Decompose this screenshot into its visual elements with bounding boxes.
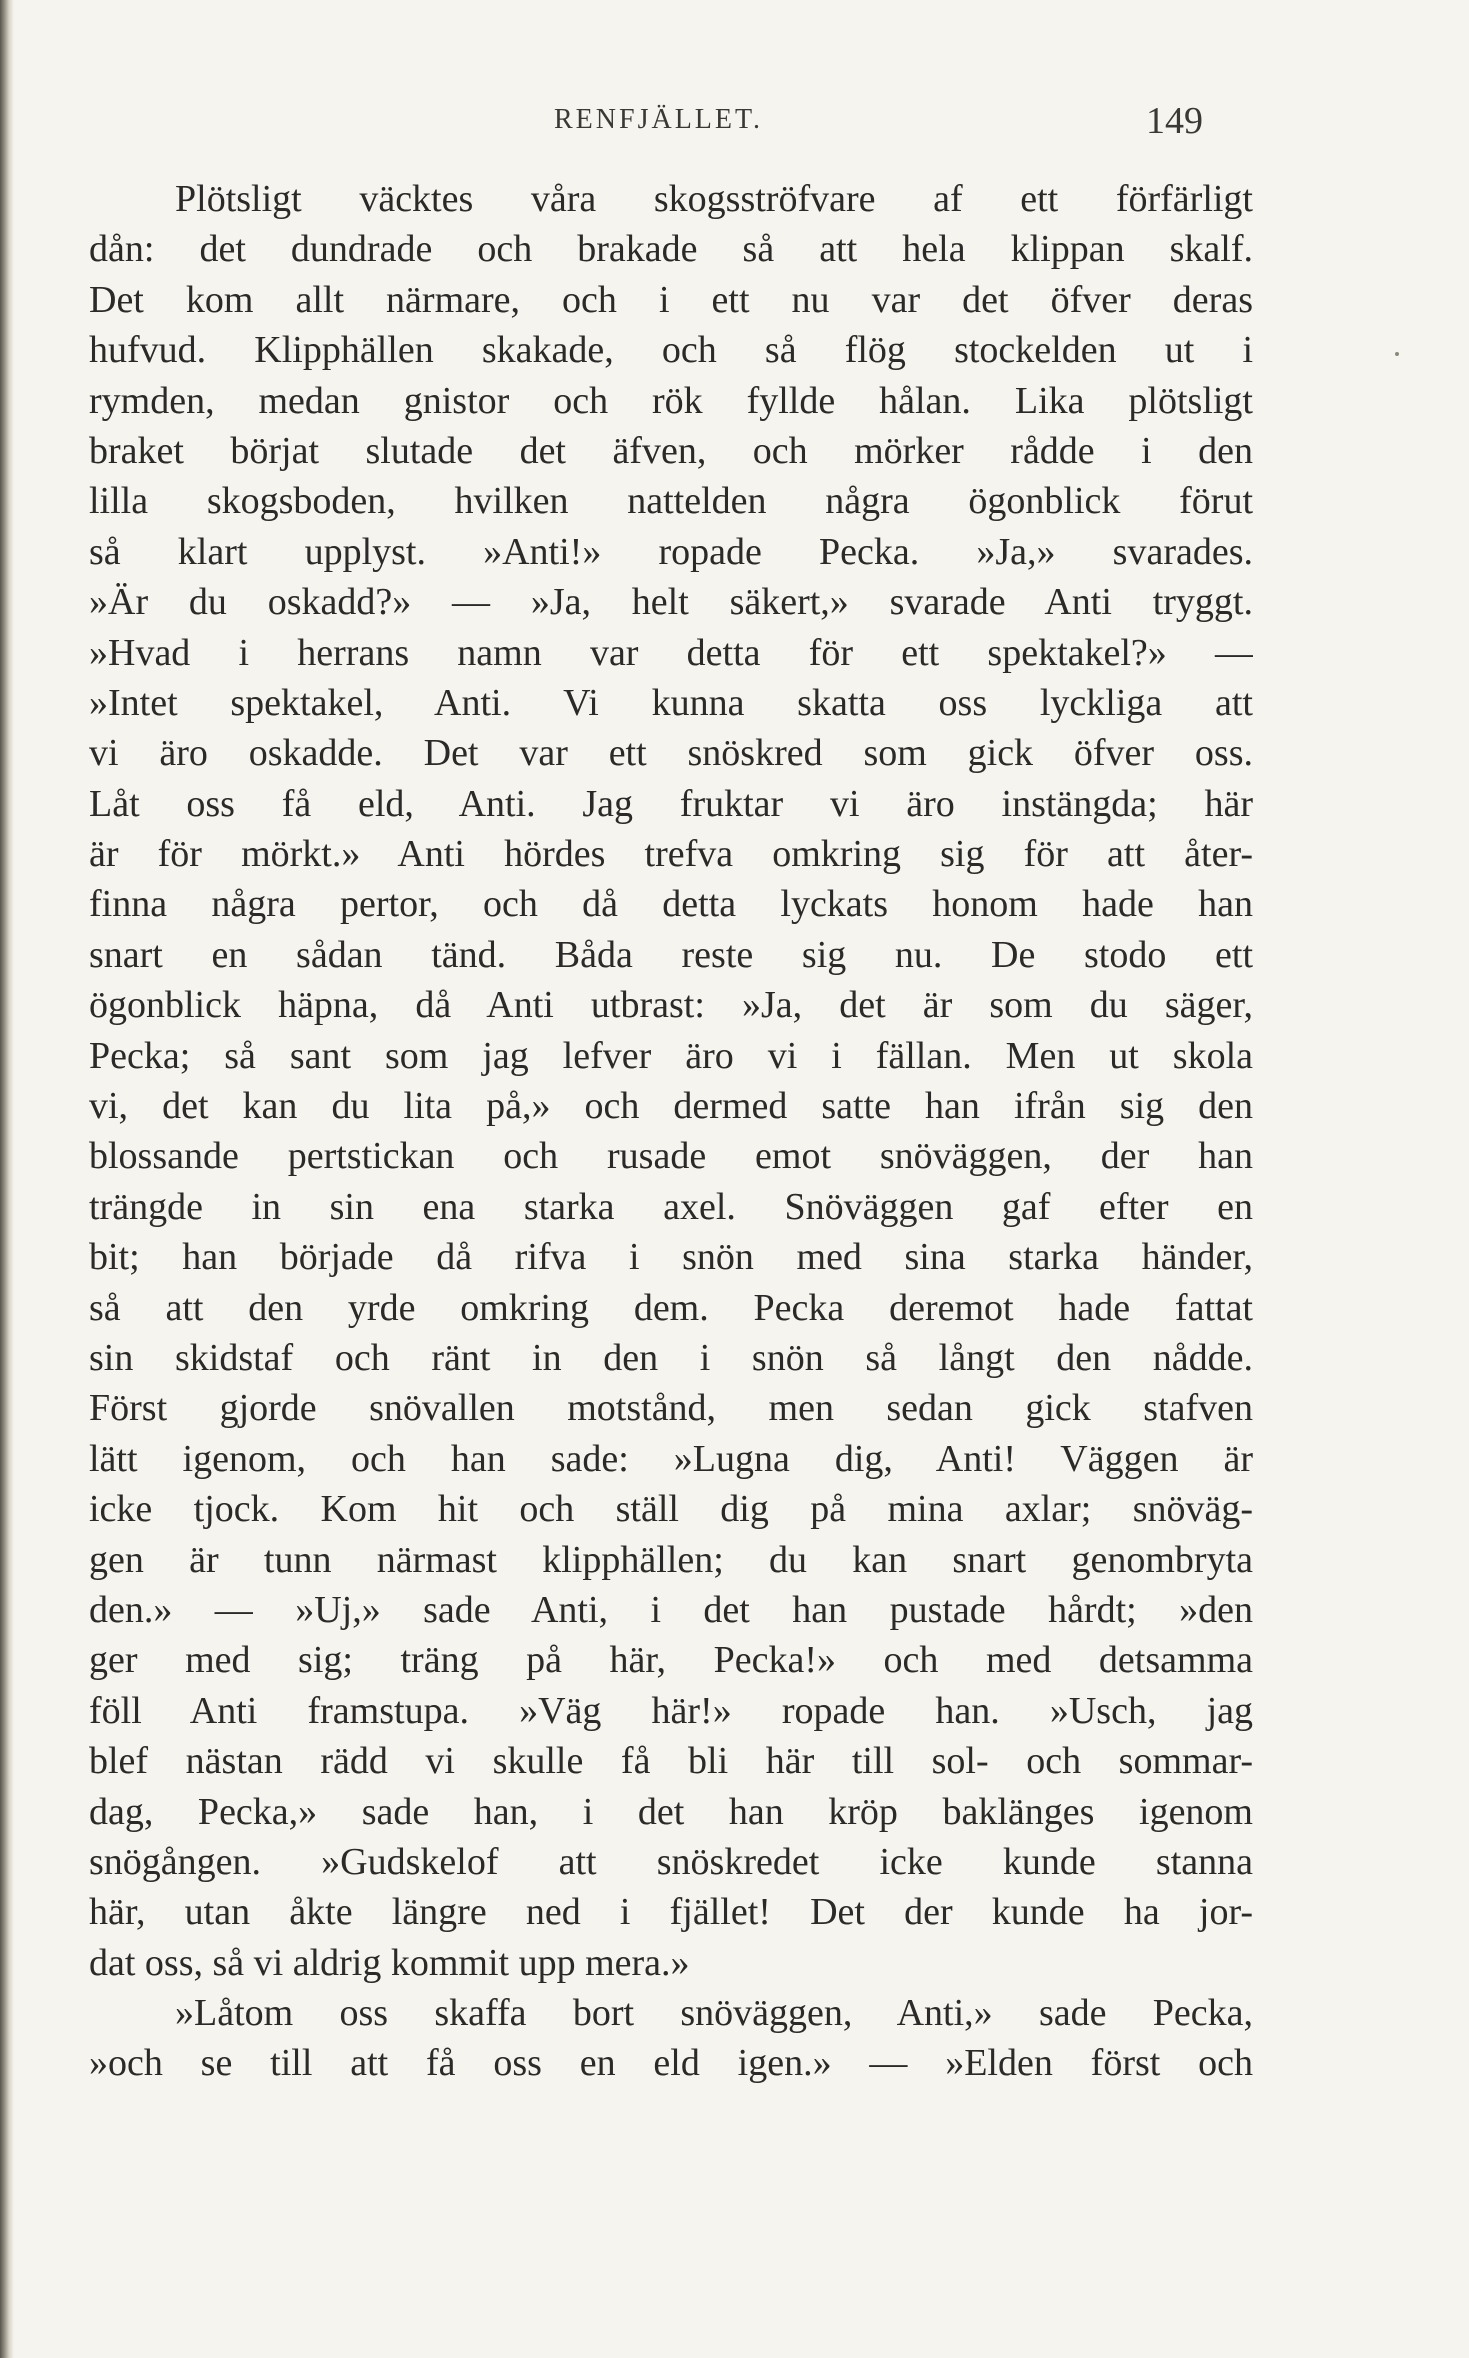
text-line: finna några pertor, och då detta lyckats honom hade han (89, 883, 1253, 926)
text-line: ger med sig; träng på här, Pecka!» och med detsamma (89, 1639, 1253, 1682)
text-line: vi äro oskadde. Det var ett snöskred som gick öfver oss. (89, 732, 1253, 775)
text-line: vi, det kan du lita på,» och dermed satte han ifrån sig den (89, 1085, 1253, 1128)
text-line: Plötsligt väcktes våra skogsströfvare af ett förfärligt (175, 178, 1253, 220)
text-line: rymden, medan gnistor och rök fyllde hålan. Lika plötsligt (89, 379, 1253, 422)
text-line: »Låtom oss skaffa bort snöväggen, Anti,» sade Pecka, (175, 1992, 1253, 2035)
text-line: så klart upplyst. »Anti!» ropade Pecka. »Ja,» svarades. (89, 530, 1253, 573)
text-line: Först gjorde snövallen motstånd, men sedan gick stafven (89, 1387, 1253, 1430)
text-line: är för mörkt.» Anti hördes trefva omkring sig för att åter- (89, 833, 1253, 876)
paper-speck (1395, 352, 1399, 356)
text-line: »och se till att få oss en eld igen.» — »Elden först och (89, 2042, 1253, 2085)
text-line: icke tjock. Kom hit och ställ dig på mina axlar; snöväg- (89, 1488, 1253, 1531)
text-line: dat oss, så vi aldrig kommit upp mera.» (89, 1941, 690, 1984)
text-line: så att den yrde omkring dem. Pecka deremot hade fattat (89, 1286, 1253, 1329)
text-line: »Hvad i herrans namn var detta för ett spektakel?» — (89, 631, 1253, 674)
text-line: braket börjat slutade det äfven, och mörker rådde i den (89, 429, 1253, 472)
text-line: snögången. »Gudskelof att snöskredet icke kunde stanna (89, 1840, 1253, 1883)
text-line: dån: det dundrade och brakade så att hela klippan skalf. (89, 228, 1253, 271)
text-line: gen är tunn närmast klipphällen; du kan snart genombryta (89, 1538, 1253, 1581)
body-text (89, 174, 1253, 2089)
text-line: trängde in sin ena starka axel. Snöväggen gaf efter en (89, 1185, 1253, 1228)
text-line: bit; han började då rifva i snön med sina starka händer, (89, 1236, 1253, 1279)
text-line: »Intet spektakel, Anti. Vi kunna skatta oss lyckliga att (89, 681, 1253, 724)
text-line: snart en sådan tänd. Båda reste sig nu. De stodo ett (89, 933, 1253, 976)
page-number: 149 (1146, 100, 1203, 142)
text-line: här, utan åkte längre ned i fjället! Det der kunde ha jor- (89, 1891, 1253, 1934)
running-head: RENFJÄLLET. (554, 104, 764, 135)
text-line: blossande pertstickan och rusade emot snöväggen, der han (89, 1135, 1253, 1178)
text-line: den.» — »Uj,» sade Anti, i det han pustade hårdt; »den (89, 1588, 1253, 1631)
text-line: Det kom allt närmare, och i ett nu var det öfver deras (89, 278, 1253, 321)
text-line: hufvud. Klipphällen skakade, och så flög stockelden ut i (89, 329, 1253, 372)
text-line: lätt igenom, och han sade: »Lugna dig, Anti! Väggen är (89, 1437, 1253, 1480)
text-line: blef nästan rädd vi skulle få bli här till sol- och sommar- (89, 1740, 1253, 1783)
text-line: »Är du oskadd?» — »Ja, helt säkert,» svarade Anti tryggt. (89, 581, 1253, 624)
text-line: Pecka; så sant som jag lefver äro vi i fällan. Men ut skola (89, 1034, 1253, 1077)
text-line: sin skidstaf och ränt in den i snön så långt den nådde. (89, 1336, 1253, 1379)
text-line: ögonblick häpna, då Anti utbrast: »Ja, det är som du säger, (89, 984, 1253, 1027)
text-line: dag, Pecka,» sade han, i det han kröp baklänges igenom (89, 1790, 1253, 1833)
text-line: föll Anti framstupa. »Väg här!» ropade han. »Usch, jag (89, 1689, 1253, 1732)
page-binding-edge (0, 0, 14, 2358)
text-line: Låt oss få eld, Anti. Jag fruktar vi äro instängda; här (89, 782, 1253, 825)
text-line: lilla skogsboden, hvilken nattelden några ögonblick förut (89, 480, 1253, 523)
